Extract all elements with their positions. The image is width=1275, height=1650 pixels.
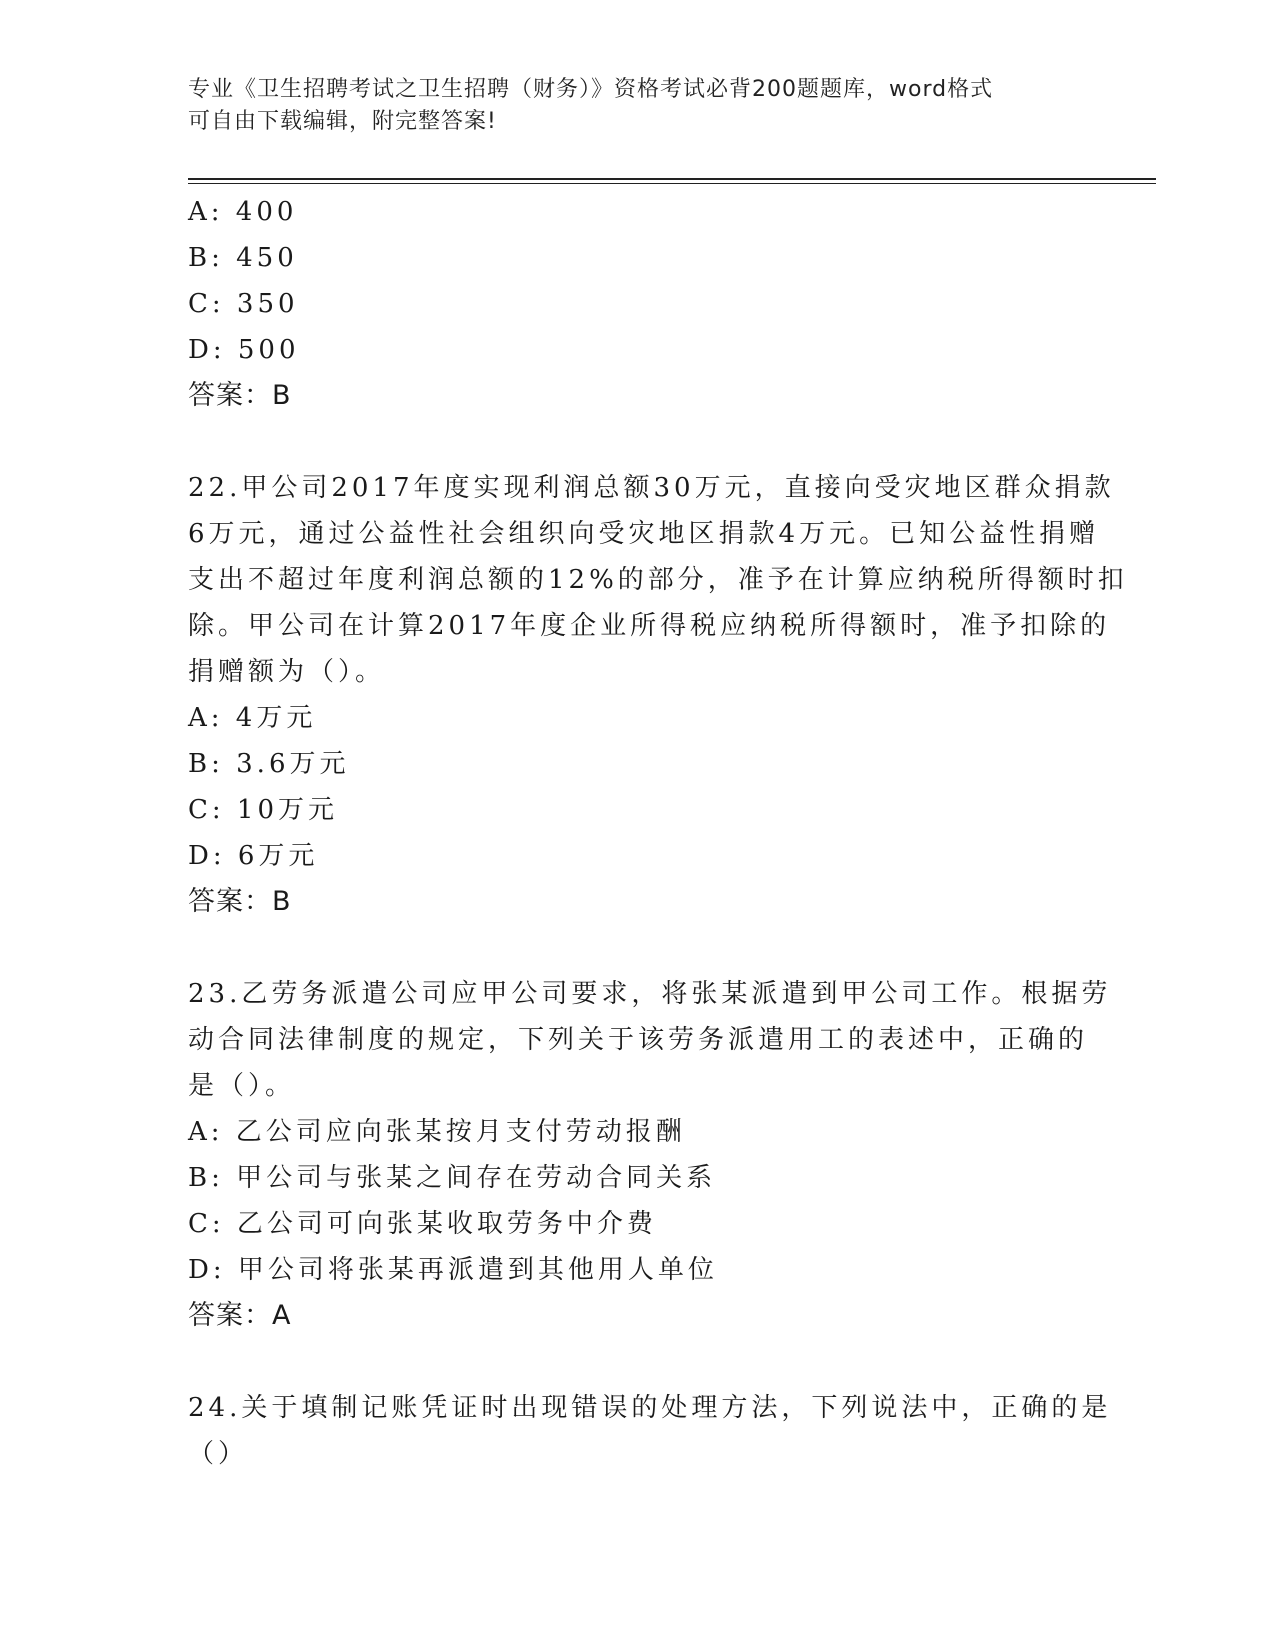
option-d: D: 6万元: [188, 841, 319, 871]
header-divider-thin: [188, 183, 1156, 184]
spacer: [188, 1339, 1088, 1385]
option-d: D: 甲公司将张某再派遣到其他用人单位: [188, 1255, 718, 1285]
option-c: C: 350: [188, 289, 299, 319]
question-stem-line: 捐赠额为（）。: [188, 657, 386, 687]
document-body: [188, 189, 1128, 1477]
document-header: [188, 74, 1068, 138]
option-a: A: 400: [188, 197, 298, 227]
question-stem-line: （）: [188, 1439, 249, 1469]
spacer: [188, 925, 1088, 971]
option-c: C: 乙公司可向张某收取劳务中介费: [188, 1209, 657, 1239]
question-stem-line: 除。甲公司在计算2017年度企业所得税应纳税所得额时，准予扣除的: [188, 611, 1111, 641]
header-line-2: 可自由下载编辑，附完整答案!: [188, 109, 497, 134]
question-stem-line: 是（）。: [188, 1071, 296, 1101]
question-stem-line: 动合同法律制度的规定，下列关于该劳务派遣用工的表述中，正确的: [188, 1025, 1089, 1055]
option-b: B: 450: [188, 243, 298, 273]
question-22: [188, 465, 1128, 925]
spacer: [188, 419, 1088, 465]
question-23: [188, 971, 1112, 1339]
option-b: B: 甲公司与张某之间存在劳动合同关系: [188, 1163, 717, 1193]
option-c: C: 10万元: [188, 795, 339, 825]
question-stem-line: 22.甲公司2017年度实现利润总额30万元，直接向受灾地区群众捐款: [188, 473, 1115, 503]
option-a: A: 乙公司应向张某按月支付劳动报酬: [188, 1117, 686, 1147]
question-stem-line: 6万元，通过公益性社会组织向受灾地区捐款4万元。已知公益性捐赠: [188, 519, 1100, 549]
question-21: [188, 189, 1088, 419]
answer: 答案：A: [188, 1300, 292, 1331]
header-line-1: 专业《卫生招聘考试之卫生招聘（财务）》资格考试必背200题题库，word格式: [188, 77, 994, 102]
question-stem-line: 24.关于填制记账凭证时出现错误的处理方法，下列说法中，正确的是: [188, 1393, 1112, 1423]
question-24: [188, 1385, 1112, 1477]
header-divider-thick: [188, 178, 1156, 180]
answer: 答案：B: [188, 380, 292, 411]
option-d: D: 500: [188, 335, 300, 365]
question-stem-line: 支出不超过年度利润总额的12%的部分，准予在计算应纳税所得额时扣: [188, 565, 1128, 595]
question-stem-line: 23.乙劳务派遣公司应甲公司要求，将张某派遣到甲公司工作。根据劳: [188, 979, 1112, 1009]
answer: 答案：B: [188, 886, 292, 917]
option-b: B: 3.6万元: [188, 749, 350, 779]
option-a: A: 4万元: [188, 703, 317, 733]
